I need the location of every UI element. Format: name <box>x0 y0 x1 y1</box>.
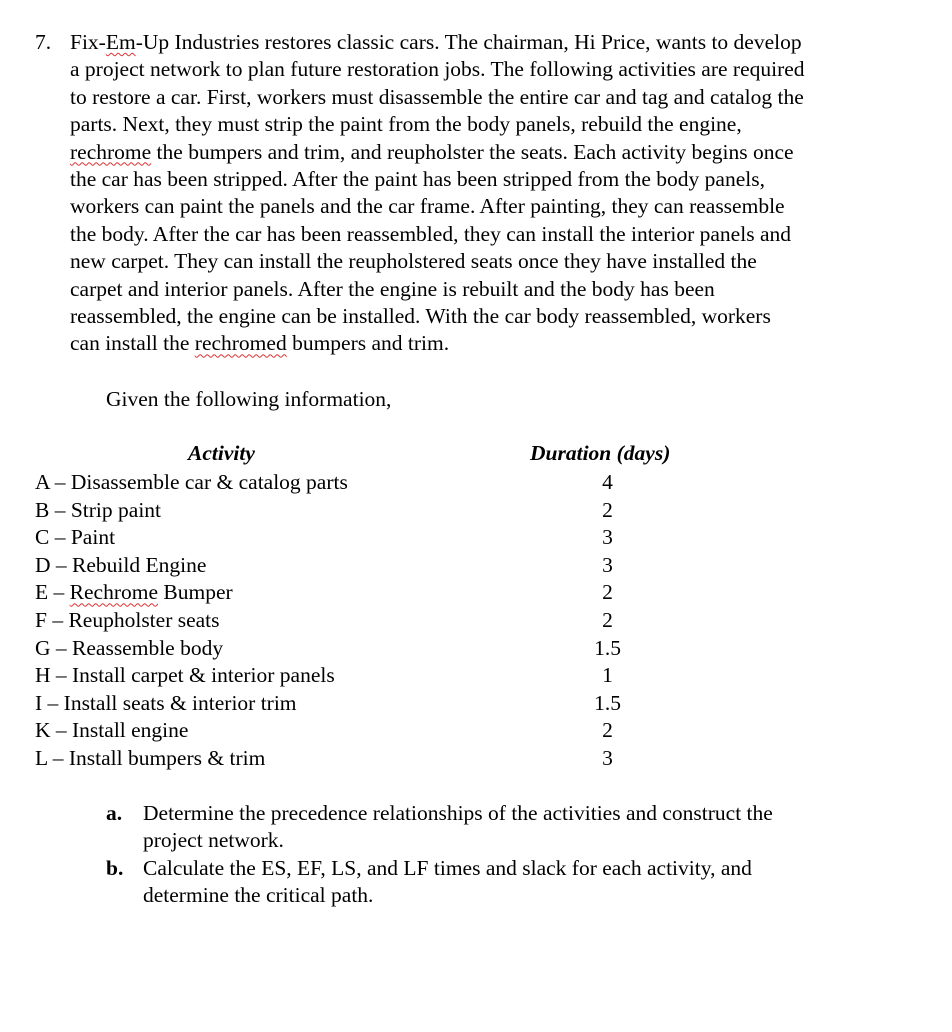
activity-table <box>35 469 715 773</box>
table-row <box>35 579 715 607</box>
activity-name: B – Strip paint <box>35 497 162 522</box>
text-line: the car has been stripped. After the paint has been stripped from the body panels, <box>70 167 765 192</box>
text-line: determine the critical path. <box>143 883 374 908</box>
activity-name: D – Rebuild Engine <box>35 552 207 577</box>
table-row <box>35 552 715 580</box>
table-row <box>35 635 715 663</box>
text-line: can install the rechromed bumpers and trim. <box>70 331 450 356</box>
activity-duration: 1.5 <box>594 690 621 715</box>
question-part <box>106 855 906 910</box>
question-parts <box>106 800 906 910</box>
table-row <box>35 690 715 718</box>
activity-duration: 3 <box>602 525 613 550</box>
activity-name: E – Rechrome Bumper <box>35 580 233 605</box>
table-row <box>35 607 715 635</box>
text-line: project network. <box>143 828 284 853</box>
text-line: Calculate the ES, EF, LS, and LF times and slack for each activity, and <box>143 855 752 880</box>
text-line: workers can paint the panels and the car frame. After painting, they can reassemble <box>70 194 785 219</box>
activity-duration: 1 <box>602 663 613 688</box>
text-line: parts. Next, they must strip the paint from the body panels, rebuild the engine, <box>70 112 742 137</box>
text-line: the body. After the car has been reassembled, they can install the interior panels and <box>70 221 791 246</box>
activity-duration: 3 <box>602 552 613 577</box>
activity-name: G – Reassemble body <box>35 635 224 660</box>
activity-name: A – Disassemble car & catalog parts <box>35 470 348 494</box>
activity-duration: 2 <box>602 607 613 632</box>
text-line: reassembled, the engine can be installed. With the car body reassembled, workers <box>70 304 771 329</box>
activity-name: C – Paint <box>35 525 116 550</box>
table-row <box>35 717 715 745</box>
table-row <box>35 469 715 497</box>
activity-duration: 2 <box>602 497 613 522</box>
activity-name: I – Install seats & interior trim <box>35 690 297 715</box>
part-label: b. <box>106 855 124 880</box>
given-text: Given the following information, <box>106 387 392 411</box>
activity-name: H – Install carpet & interior panels <box>35 663 335 688</box>
part-label: a. <box>106 801 123 825</box>
problem-statement <box>70 29 930 358</box>
text-line: a project network to plan future restoration jobs. The following activities are required <box>70 57 805 82</box>
activity-header: Activity <box>188 441 255 465</box>
activity-name: L – Install bumpers & trim <box>35 745 266 770</box>
duration-header: Duration (days) <box>530 441 671 465</box>
activity-duration: 3 <box>602 745 613 770</box>
text-line: Fix-Em-Up Industries restores classic cars. The chairman, Hi Price, wants to develop <box>70 30 802 54</box>
activity-name: K – Install engine <box>35 718 189 743</box>
question-part <box>106 800 906 855</box>
text-line: Determine the precedence relationships of the activities and construct the <box>143 801 773 825</box>
table-row <box>35 745 715 773</box>
text-line: to restore a car. First, workers must disassemble the entire car and tag and catalog the <box>70 84 804 109</box>
text-line: rechrome the bumpers and trim, and reupholster the seats. Each activity begins once <box>70 139 794 164</box>
activity-duration: 2 <box>602 580 613 605</box>
text-line: new carpet. They can install the reupholstered seats once they have installed the <box>70 249 757 274</box>
activity-duration: 2 <box>602 718 613 743</box>
spellcheck-word: Em <box>105 30 136 54</box>
spellcheck-word: rechrome <box>70 139 152 164</box>
spellcheck-word: rechromed <box>194 331 287 356</box>
activity-duration: 1.5 <box>594 635 621 660</box>
table-row <box>35 524 715 552</box>
table-row <box>35 497 715 525</box>
activity-duration: 4 <box>602 470 613 494</box>
text-line: carpet and interior panels. After the engine is rebuilt and the body has been <box>70 276 715 301</box>
activity-name: F – Reupholster seats <box>35 607 220 632</box>
table-row <box>35 662 715 690</box>
spellcheck-word: Rechrome <box>69 580 158 605</box>
question-number: 7. <box>35 30 52 54</box>
